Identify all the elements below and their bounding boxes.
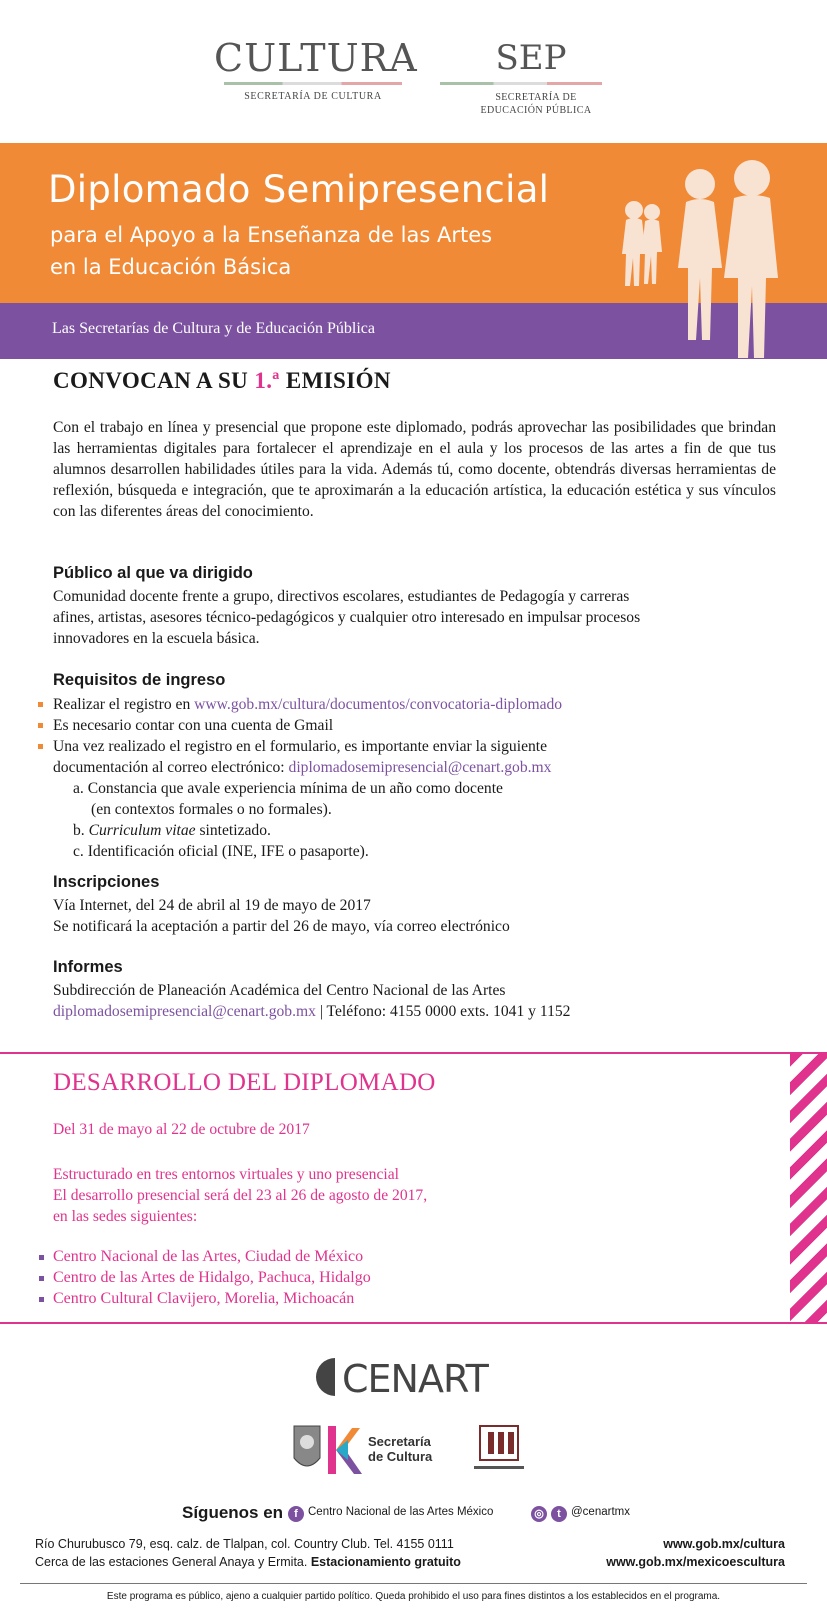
- inscripciones-line-2: Se notificará la aceptación a partir del 26 de mayo, vía correo electrónico: [53, 918, 510, 935]
- desarrollo-line-3: en las sedes siguientes:: [53, 1208, 198, 1225]
- informes-line-2: [53, 1001, 793, 1022]
- cenart-logo-text: CENART: [342, 1357, 488, 1398]
- informes-heading: Informes: [53, 958, 123, 976]
- sep-logo-sub-1: SECRETARÍA DE: [495, 92, 577, 103]
- desarrollo-text: [53, 1164, 753, 1227]
- list-item: [53, 778, 813, 799]
- disclaimer: Este programa es público, ajeno a cualquier partido político. Queda prohibido el uso para fines distintos a los establecidos en el programa.: [106, 1591, 721, 1602]
- publico-text: [53, 586, 793, 649]
- institution-logos: [290, 1422, 550, 1482]
- list-item: [53, 820, 813, 841]
- list-item: [53, 841, 813, 862]
- informes-text: [53, 980, 793, 1022]
- list-item: [53, 757, 813, 778]
- cenart-logo: [314, 1356, 514, 1398]
- list-item: [53, 799, 813, 820]
- requisitos-list: [53, 694, 813, 862]
- publico-heading: Público al que va dirigido: [53, 564, 253, 582]
- secretaria-logo-line-2: de Cultura: [368, 1449, 433, 1464]
- sep-logo-word: SEP: [495, 38, 567, 78]
- cultura-logo-word: CULTURA: [214, 36, 418, 80]
- banner-secretarias: Las Secretarías de Cultura y de Educación Pública: [52, 320, 375, 337]
- list-item: [53, 736, 813, 757]
- desarrollo-dates: Del 31 de mayo al 22 de octubre de 2017: [53, 1121, 310, 1138]
- web-link-mexicoescultura[interactable]: www.gob.mx/mexicoescultura: [606, 1555, 785, 1569]
- registro-link[interactable]: www.gob.mx/cultura/documentos/convocatoria-diplomado: [194, 696, 563, 713]
- desarrollo-rule-top: [0, 1052, 827, 1054]
- informes-email-link[interactable]: diplomadosemipresencial@cenart.gob.mx: [53, 1003, 316, 1020]
- banner-subtitle-1: para el Apoyo a la Enseñanza de las Artes: [50, 223, 493, 247]
- cultura-logo: [214, 36, 418, 102]
- requisito-sub-a-1: a. Constancia que avale experiencia mínima de un año como docente: [73, 780, 503, 797]
- informes-phone: | Teléfono: 4155 0000 exts. 1041 y 1152: [315, 1003, 571, 1020]
- sep-logo-sub-2: EDUCACIÓN PÚBLICA: [480, 105, 592, 116]
- list-item: [53, 715, 813, 736]
- desarrollo-line-1: Estructurado en tres entornos virtuales y uno presencial: [53, 1166, 399, 1183]
- desarrollo-rule-bottom: [0, 1322, 827, 1324]
- sep-logo-rule: [440, 82, 602, 85]
- requisito-3-line-2: documentación al correo electrónico:: [53, 759, 289, 776]
- footer-rule: [20, 1583, 807, 1584]
- requisito-sub-b-prefix: b.: [73, 822, 89, 839]
- facebook-icon[interactable]: f: [288, 1506, 304, 1522]
- publico-line-3: innovadores en la escuela básica.: [53, 630, 260, 647]
- secretaria-logo-line-1: Secretaría: [368, 1434, 431, 1449]
- convocan-number: 1.ª: [254, 368, 280, 393]
- clavijero-emblem-icon: [474, 1426, 524, 1469]
- address-line-2-text: Cerca de las estaciones General Anaya y Ermita.: [35, 1555, 311, 1569]
- banner-subtitle-2: en la Educación Básica: [50, 255, 292, 279]
- convocan-prefix: CONVOCAN A SU: [53, 368, 255, 393]
- desarrollo-line-2: El desarrollo presencial será del 23 al 26 de agosto de 2017,: [53, 1187, 428, 1204]
- list-item: Centro de las Artes de Hidalgo, Pachuca, Hidalgo: [53, 1269, 371, 1286]
- web-link-cultura[interactable]: www.gob.mx/cultura: [663, 1537, 785, 1551]
- facebook-link[interactable]: Centro Nacional de las Artes México: [308, 1506, 494, 1518]
- cultura-logo-rule: [224, 82, 402, 85]
- requisito-email-link[interactable]: diplomadosemipresencial@cenart.gob.mx: [288, 759, 552, 776]
- inscripciones-text: [53, 895, 793, 937]
- k-logo-icon: [328, 1426, 362, 1474]
- publico-line-2: afines, artistas, asesores técnico-pedagógicos y cualquier otro interesado en impulsar procesos: [53, 609, 641, 626]
- social-bar: [0, 1502, 827, 1526]
- address-line-1: Río Churubusco 79, esq. calz. de Tlalpan, col. Country Club. Tel. 4155 0111: [35, 1537, 454, 1551]
- list-item: Centro Cultural Clavijero, Morelia, Michoacán: [53, 1288, 371, 1309]
- list-item: [53, 694, 813, 715]
- requisitos-heading: Requisitos de ingreso: [53, 671, 226, 689]
- convocan-heading: [53, 368, 391, 394]
- requisito-sub-b-italic: Curriculum vitae: [88, 822, 196, 839]
- michoacan-shield-icon: [294, 1426, 320, 1466]
- siguenos-label: Síguenos en: [182, 1503, 284, 1522]
- list-item: Centro Nacional de las Artes, Ciudad de México: [53, 1246, 371, 1267]
- convocan-suffix: EMISIÓN: [279, 368, 391, 393]
- requisito-1-text: Realizar el registro en: [53, 696, 195, 713]
- desarrollo-stripes: [790, 1054, 827, 1322]
- address-line-2: [35, 1555, 461, 1569]
- requisito-sub-a-2: (en contextos formales o no formales).: [91, 801, 332, 818]
- informes-line-1: Subdirección de Planeación Académica del Centro Nacional de las Artes: [53, 982, 506, 999]
- children-illustration-icon: [620, 158, 820, 358]
- inscripciones-heading: Inscripciones: [53, 873, 160, 891]
- twitter-link[interactable]: @cenartmx: [571, 1506, 630, 1518]
- twitter-icon[interactable]: t: [551, 1506, 567, 1522]
- desarrollo-title: DESARROLLO DEL DIPLOMADO: [53, 1069, 436, 1096]
- sep-logo: [440, 38, 602, 117]
- sedes-list: [53, 1246, 371, 1309]
- cultura-logo-sub: SECRETARÍA DE CULTURA: [244, 91, 382, 102]
- banner-title: Diplomado Semipresencial: [48, 168, 550, 211]
- instagram-icon[interactable]: ◎: [531, 1506, 547, 1522]
- inscripciones-line-1: Vía Internet, del 24 de abril al 19 de mayo de 2017: [53, 897, 371, 914]
- requisito-3-line-1: Una vez realizado el registro en el formulario, es importante enviar la siguiente: [53, 738, 548, 755]
- requisito-sub-c: c. Identificación oficial (INE, IFE o pasaporte).: [73, 843, 369, 860]
- requisito-sub-b-suffix: sintetizado.: [195, 822, 271, 839]
- estacionamiento-text: Estacionamiento gratuito: [310, 1555, 461, 1569]
- publico-line-1: Comunidad docente frente a grupo, directivos escolares, estudiantes de Pedagogía y carreras: [53, 588, 630, 605]
- intro-paragraph: Con el trabajo en línea y presencial que propone este diplomado, podrás aprovechar las posibilidades que brindan las herramientas digitales para fortalecer el aprendizaje en el aula y los procesos de las artes a fin de que tus alumnos desarrollen habilidades útiles para la vida. Además tú, como docente, obtendrás diversas herramientas de reflexión, búsqueda e integración, que te aproximarán a la educación artística, la educación estética y sus vínculos con las diferentes áreas del conocimiento.: [53, 419, 776, 520]
- requisito-2-text: Es necesario contar con una cuenta de Gmail: [53, 717, 334, 734]
